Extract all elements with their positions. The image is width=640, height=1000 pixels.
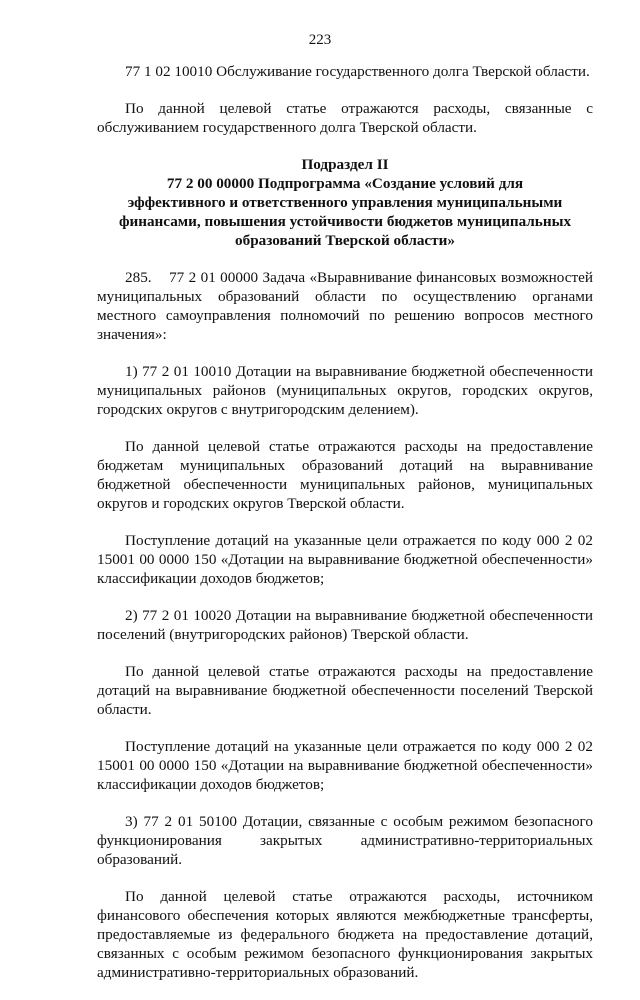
paragraph-item-2-description: По данной целевой статье отражаются расходы на предоставление дотаций на выравнивание бюджетной обеспеченности поселений Тверской области. — [97, 663, 593, 718]
paragraph-item-3-description: По данной целевой статье отражаются расходы, источником финансового обеспечения которых являются межбюджетные трансферты, предоставляемые из федерального бюджета на предоставление дотаций, связанных с особым режимом безопасного функционирования закрытых административно-территориальных образований. — [97, 888, 593, 981]
subprogram-title-line-3: финансами, повышения устойчивости бюджетов муниципальных — [118, 213, 572, 230]
page-number: 223 — [308, 32, 332, 48]
subsection-title: Подраздел II — [301, 156, 389, 173]
document-body — [97, 62, 597, 1000]
paragraph-item-2-title: 2) 77 2 01 10020 Дотации на выравнивание бюджетной обеспеченности поселений (внутригородских районов) Тверской области. — [97, 607, 593, 643]
paragraph-debt-service-code: 77 1 02 10010 Обслуживание государственного долга Тверской области. — [125, 63, 590, 80]
subprogram-title-line-2: эффективного и ответственного управления муниципальными — [127, 194, 563, 211]
paragraph-item-3-title: 3) 77 2 01 50100 Дотации, связанные с особым режимом безопасного функционирования закрытых административно-территориальных образований. — [97, 813, 593, 868]
paragraph-debt-service-description: По данной целевой статье отражаются расходы, связанные с обслуживанием государственного долга Тверской области. — [97, 100, 593, 136]
paragraph-item-1-title: 1) 77 2 01 10010 Дотации на выравнивание бюджетной обеспеченности муниципальных районов (муниципальных округов, городских округов, городских округов с внутригородским делением). — [97, 363, 593, 418]
subprogram-title-line-1: 77 2 00 00000 Подпрограмма «Создание условий для — [166, 175, 524, 192]
paragraph-item-1-description: По данной целевой статье отражаются расходы на предоставление бюджетам муниципальных образований дотаций на выравнивание бюджетной обеспеченности муниципальных районов, муниципальных округов и городских округов Тверской области. — [97, 438, 593, 512]
paragraph-task-285: 285. 77 2 01 00000 Задача «Выравнивание финансовых возможностей муниципальных образований области по осуществлению органами местного самоуправления полномочий по решению вопросов местного значения»: — [97, 269, 597, 343]
subsection-heading — [97, 155, 593, 250]
paragraph-item-1-revenue-code: Поступление дотаций на указанные цели отражается по коду 000 2 02 15001 00 0000 150 «Дотации на выравнивание бюджетной обеспеченности» классификации доходов бюджетов; — [97, 532, 593, 587]
paragraph-item-2-revenue-code: Поступление дотаций на указанные цели отражается по коду 000 2 02 15001 00 0000 150 «Дотации на выравнивание бюджетной обеспеченности» классификации доходов бюджетов; — [97, 738, 593, 793]
subprogram-title-line-4: образований Тверской области» — [235, 232, 455, 249]
